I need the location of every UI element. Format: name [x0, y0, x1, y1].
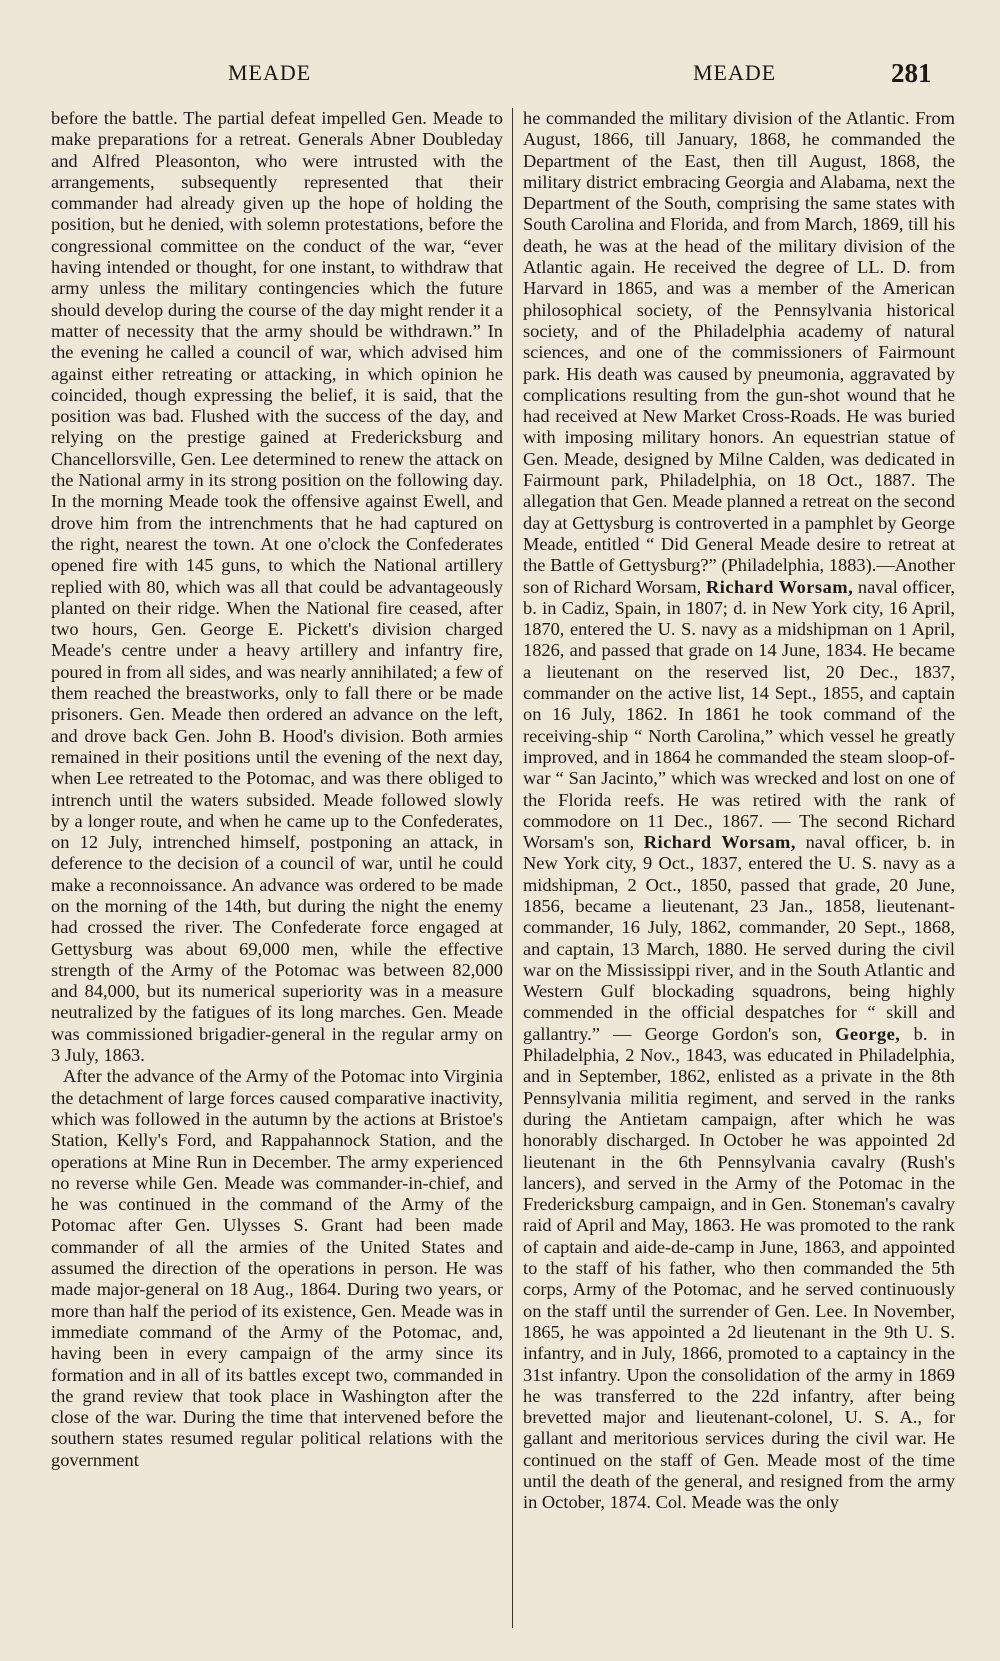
entry-name-george: George, [835, 1023, 901, 1044]
paragraph-biography [523, 108, 955, 1514]
paragraph-battle: before the battle. The partial defeat impelled Gen. Meade to make preparations for a retreat. Generals Abner Doubleday and Alfred Pleasonton, who were intrusted with the arrangements, subsequently represented that their commander had already given up the hope of holding the position, but he denied, with solemn protestations, before the congressional committee on the conduct of the war, “ever having intended or thought, for one instant, to withdraw that army unless the military contingencies which the future should develop during the course of the day might render it a matter of necessity that the army should be withdrawn.” In the evening he called a council of war, which advised him against either retreating or attacking, in which opinion he coincided, though expressing the belief, it is said, that the position was bad. Flushed with the success of the day, and relying on the prestige gained at Fredericksburg and Chancellorsville, Gen. Lee determined to renew the attack on the National army in its strong position on the following day. In the morning Meade took the offensive against Ewell, and drove him from the intrenchments that he had captured on the right, nearest the town. At one o'clock the Confederates opened fire with 145 guns, to which the National artillery replied with 80, which was all that could be advantageously planted on their ridge. When the National fire ceased, after two hours, Gen. George E. Pickett's division charged Meade's centre under a heavy artillery and infantry fire, poured in from all sides, and was nearly annihilated; a few of them reached the breastworks, only to fall there or be made prisoners. Gen. Meade then ordered an advance on the left, and drove back Gen. John B. Hood's division. Both armies remained in their positions until the evening of the next day, when Lee retreated to the Potomac, and was there obliged to intrench until the waters subsided. Meade followed slowly by a longer route, and when he came up to the Confederates, on 12 July, intrenched himself, postponing an attack, in deference to the decision of a council of war, until he could make a reconnoissance. An advance was ordered to be made on the morning of the 14th, but during the night the enemy had crossed the river. The Confederate force engaged at Gettysburg was about 69,000 men, while the effective strength of the Army of the Potomac was between 82,000 and 84,000, but its numerical superiority was in a measure neutralized by the fatigues of its long marches. Gen. Meade was commissioned brigadier-general in the regular army on 3 July, 1863. [51, 108, 503, 1066]
right-column [523, 108, 955, 1640]
left-column [51, 108, 503, 1640]
biography-text-4: b. in Philadelphia, 2 Nov., 1843, was educated in Philadelphia, and in September, 1862, enlisted as a private in the 8th Pennsylvania militia regiment, and served in the ranks during the Antietam campaign, after which he was honorably discharged. In October he was appointed 2d lieutenant in the 6th Pennsylvania cavalry (Rush's lancers), and served in the Army of the Potomac in the Fredericksburg campaign, and in Gen. Stoneman's cavalry raid of April and May, 1863. He was promoted to the rank of captain and aide-de-camp in June, 1863, and appointed to the staff of his father, who then commanded the 5th corps, Army of the Potomac, and he served continuously on the staff until the surrender of Gen. Lee. In November, 1865, he was appointed a 2d lieutenant in the 9th U. S. infantry, and in July, 1866, promoted to a captaincy in the 31st infantry. Upon the consolidation of the army in 1869 he was transferred to the 22d infantry, after being brevetted major and lieutenant-colonel, U. S. A., for gallant and meritorious services during the civil war. He continued on the staff of Gen. Meade most of the time until the death of the general, and resigned from the army in October, 1874. Col. Meade was the only [523, 1023, 955, 1513]
entry-name-richard-worsam-2: Richard Worsam, [643, 832, 796, 853]
page-number: 281 [891, 58, 932, 88]
biography-text-2: naval officer, b. in Cadiz, Spain, in 1807; d. in New York city, 16 April, 1870, entered the U. S. navy as a midshipman on 1 April, 1826, and passed that grade on 14 June, 1834. He became a lieutenant on the reserved list, 20 Dec., 1837, commander on the active list, 14 Sept., 1855, and captain on 16 July, 1862. In 1861 he took command of the receiving-ship “ North Carolina,” which vessel he greatly improved, and in 1864 he commanded the steam sloop-of-war “ San Jacinto,” which was wrecked and lost on one of the Florida reefs. He was retired with the rank of commodore on 11 Dec., 1867. — The second Richard Worsam's son, [523, 576, 955, 853]
running-header-left: MEADE [228, 60, 312, 85]
column-divider [512, 108, 513, 1628]
biography-text-1: he commanded the military division of the Atlantic. From August, 1866, till January, 1868, he commanded the Department of the East, then till August, 1868, the military district embracing Georgia and Alabama, next the Department of the South, comprising the same states with South Carolina and Florida, and from March, 1869, till his death, he was at the head of the military division of the Atlantic again. He received the degree of LL. D. from Harvard in 1865, and was a member of the American philosophical society, of the Pennsylvania historical society, and of the Philadelphia academy of natural sciences, and one of the commissioners of Fairmount park. His death was caused by pneumonia, aggravated by complications resulting from the gun-shot wound that he had received at New Market Cross-Roads. He was buried with imposing military honors. An equestrian statue of Gen. Meade, designed by Milne Calden, was dedicated in Fairmount park, Philadelphia, on 18 Oct., 1887. The allegation that Gen. Meade planned a retreat on the second day at Gettysburg is controverted in a pamphlet by George Meade, entitled “ Did General Meade desire to retreat at the Battle of Gettysburg?” (Philadelphia, 1883).—Another son of Richard Worsam, [523, 108, 955, 597]
entry-name-richard-worsam-1: Richard Worsam, [705, 576, 854, 597]
paragraph-army-of-potomac: After the advance of the Army of the Potomac into Virginia the detachment of large forces caused comparative inactivity, which was followed in the autumn by the actions at Bristoe's Station, Kelly's Ford, and Rappahannock Station, and the operations at Mine Run in December. The army experienced no reverse while Gen. Meade was commander-in-chief, and he was continued in the command of the Army of the Potomac after Gen. Ulysses S. Grant had been made commander of all the armies of the United States and assumed the direction of the operations in person. He was made major-general on 18 Aug., 1864. During two years, or more than half the period of its existence, Gen. Meade was in immediate command of the Army of the Potomac, and, having been in every campaign of the army since its formation and in all of its battles except two, commanded in the grand review that took place in Washington after the close of the war. During the time that intervened before the southern states resumed regular political relations with the government [51, 1066, 503, 1470]
running-header-right: MEADE [693, 60, 777, 85]
biography-text-3: naval officer, b. in New York city, 9 Oct., 1837, entered the U. S. navy as a midshipman, 2 Oct., 1850, passed that grade, 20 June, 1856, became a lieutenant, 23 Jan., 1858, lieutenant-commander, 16 July, 1862, commander, 20 Sept., 1868, and captain, 13 March, 1880. He served during the civil war on the Mississippi river, and in the South Atlantic and Western Gulf blockading squadrons, being highly commended in the official despatches for “ skill and gallantry.” — George Gordon's son, [523, 832, 955, 1044]
